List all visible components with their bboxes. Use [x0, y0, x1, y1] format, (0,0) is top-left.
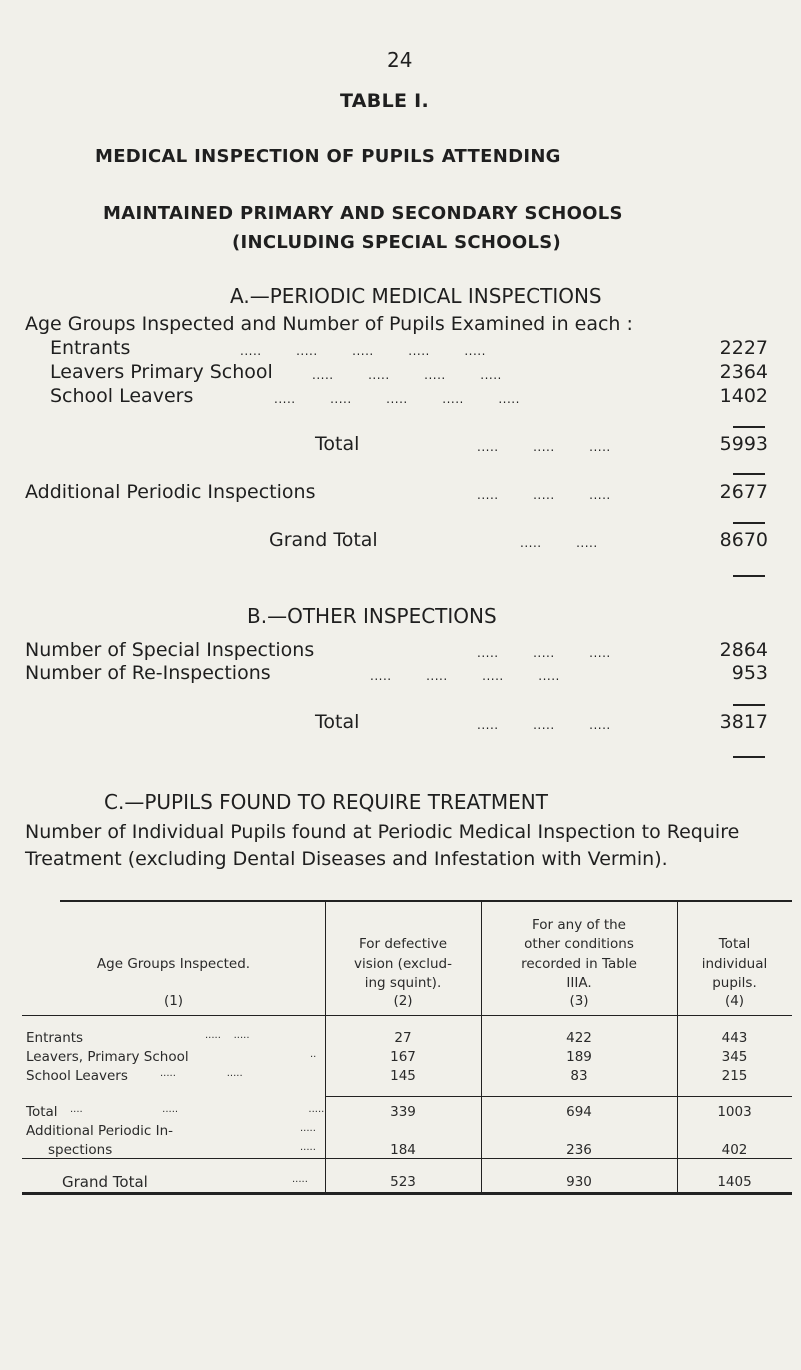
leader-dots: ..... ..... ..... .....	[312, 368, 502, 382]
re-inspections-value: 953	[731, 662, 768, 684]
row-vision-value: 339	[390, 1104, 416, 1120]
header-defective-vision-3: ing squint).	[364, 975, 442, 991]
table-title: TABLE I.	[340, 90, 430, 112]
leader-dots: ..	[310, 1049, 317, 1060]
row-other-value: 694	[566, 1104, 592, 1120]
header-age-groups: Age Groups Inspected.	[96, 956, 251, 972]
row-school-leavers-value: 1402	[719, 385, 768, 407]
header-total-pupils-1: Total	[718, 936, 751, 952]
leader-dots: .....	[300, 1123, 316, 1134]
section-b-total-value: 3817	[719, 711, 768, 733]
heading-line-1: MEDICAL INSPECTION OF PUPILS ATTENDING	[95, 146, 561, 167]
row-leavers-primary-label: Leavers Primary School	[50, 361, 273, 383]
heading-line-2: MAINTAINED PRIMARY AND SECONDARY SCHOOLS	[103, 203, 623, 224]
row-total-value: 443	[721, 1030, 748, 1046]
row-total-value: 402	[721, 1142, 748, 1158]
leader-dots: ..... ..... .....	[477, 488, 611, 502]
leader-dots: ..... .....	[205, 1030, 250, 1041]
row-label: Entrants	[26, 1030, 84, 1046]
leader-dots: ..... ..... ..... ..... .....	[274, 392, 520, 406]
leader-dots: ..... ..... ..... ..... .....	[240, 344, 486, 358]
table-top-rule	[60, 900, 792, 902]
row-vision-value: 523	[390, 1174, 416, 1190]
section-a-total-label: Total	[315, 433, 360, 455]
row-entrants-value: 2227	[719, 337, 768, 359]
row-vision-value: 184	[390, 1142, 416, 1158]
leader-dots: .....	[292, 1174, 308, 1185]
re-inspections-label: Number of Re-Inspections	[25, 662, 271, 684]
header-other-conditions-4: IIIA.	[566, 975, 592, 991]
row-label: Grand Total	[62, 1173, 148, 1191]
leader-dots: ..... ..... ..... .....	[370, 669, 560, 683]
sum-rule	[733, 756, 765, 758]
leader-dots: .....	[300, 1142, 316, 1153]
row-vision-value: 167	[390, 1049, 416, 1065]
row-label: School Leavers	[26, 1068, 128, 1084]
header-col-3-number: (3)	[569, 993, 589, 1009]
header-col-4-number: (4)	[724, 993, 745, 1009]
leader-dots: ..... .....	[160, 1068, 243, 1079]
leader-dots: ..... ..... .....	[477, 718, 611, 732]
row-other-value: 189	[566, 1049, 592, 1065]
sum-rule	[733, 426, 765, 428]
sum-rule	[733, 522, 765, 524]
special-inspections-value: 2864	[719, 639, 768, 661]
row-total-value: 1405	[717, 1174, 752, 1190]
header-other-conditions-1: For any of the	[532, 917, 626, 933]
row-school-leavers-label: School Leavers	[50, 385, 194, 407]
header-defective-vision-1: For defective	[358, 936, 448, 952]
special-inspections-label: Number of Special Inspections	[25, 639, 315, 661]
row-other-value: 422	[566, 1030, 592, 1046]
heading-line-3: (INCLUDING SPECIAL SCHOOLS)	[232, 232, 562, 253]
row-leavers-primary-value: 2364	[719, 361, 768, 383]
row-label-line-2: spections	[48, 1142, 113, 1158]
sum-rule	[733, 473, 765, 475]
row-other-value: 930	[566, 1174, 592, 1190]
header-other-conditions-3: recorded in Table	[521, 956, 637, 972]
section-b-total-label: Total	[315, 711, 360, 733]
row-other-value: 236	[566, 1142, 592, 1158]
row-label: Total	[26, 1104, 58, 1120]
header-total-pupils-2: individual	[701, 956, 768, 972]
leader-dots: ..... ..... .....	[477, 646, 611, 660]
row-entrants-label: Entrants	[50, 337, 131, 359]
header-col-1-number: (1)	[163, 993, 184, 1009]
page-number: 24	[387, 48, 413, 72]
sum-rule	[733, 704, 765, 706]
leader-dots: ..... .....	[520, 536, 598, 550]
section-a-intro: Age Groups Inspected and Number of Pupils Examined in each :	[25, 313, 633, 335]
leader-dots: .... ..... .....	[70, 1104, 325, 1115]
section-a-grand-total-value: 8670	[719, 529, 768, 551]
section-c-title: C.—PUPILS FOUND TO REQUIRE TREATMENT	[104, 790, 548, 814]
section-b-title: B.—OTHER INSPECTIONS	[247, 604, 497, 628]
sum-rule	[733, 575, 765, 577]
row-vision-value: 145	[390, 1068, 416, 1084]
row-total-value: 215	[721, 1068, 748, 1084]
row-vision-value: 27	[394, 1030, 412, 1046]
section-a-total-value: 5993	[719, 433, 768, 455]
subtotal-rule	[325, 1096, 792, 1097]
header-other-conditions-2: other conditions	[524, 936, 634, 952]
row-total-value: 1003	[717, 1104, 752, 1120]
header-col-2-number: (2)	[393, 993, 413, 1009]
row-other-value: 83	[570, 1068, 588, 1084]
header-defective-vision-2: vision (exclud-	[354, 956, 452, 972]
header-total-pupils-3: pupils.	[712, 975, 757, 991]
additional-inspections-value: 2677	[719, 481, 768, 503]
leader-dots: ..... ..... .....	[477, 440, 611, 454]
row-label-line-1: Additional Periodic In-	[26, 1123, 174, 1139]
section-a-grand-total-label: Grand Total	[269, 529, 378, 551]
row-label: Leavers, Primary School	[26, 1049, 189, 1065]
additional-inspections-label: Additional Periodic Inspections	[25, 481, 316, 503]
section-c-description: Number of Individual Pupils found at Periodic Medical Inspection to Require Treatment (excluding Dental Diseases and Infestation with Vermin).	[25, 821, 740, 870]
section-a-title: A.—PERIODIC MEDICAL INSPECTIONS	[230, 284, 602, 308]
row-total-value: 345	[721, 1049, 748, 1065]
